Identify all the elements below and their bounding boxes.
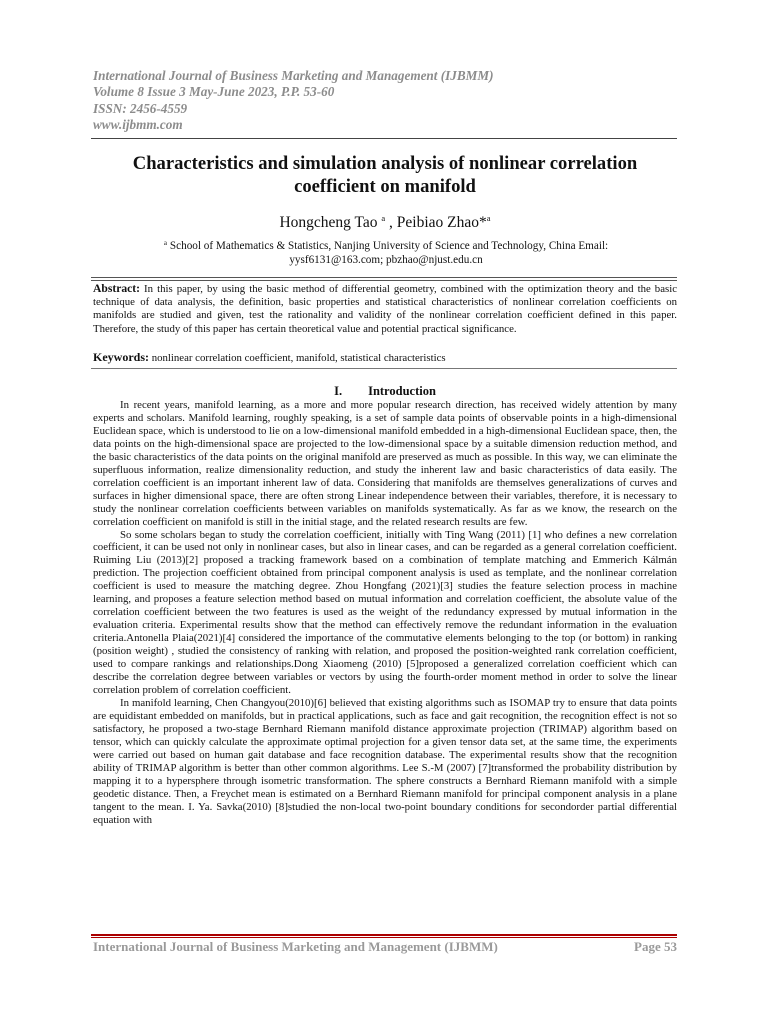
section-title: Introduction <box>368 384 436 398</box>
author-separator: , <box>385 214 397 231</box>
journal-issn: ISSN: 2456-4559 <box>93 100 188 116</box>
abstract-divider <box>91 280 677 281</box>
abstract-divider <box>91 277 677 278</box>
section-heading <box>93 384 677 399</box>
footer-divider <box>91 937 677 938</box>
author-name: Hongcheng Tao <box>279 214 378 231</box>
keywords-text: nonlinear correlation coefficient, manifold, statistical characteristics <box>151 352 446 364</box>
journal-name: International Journal of Business Marketing and Management (IJBMM) <box>93 68 494 83</box>
keywords <box>93 350 677 365</box>
keywords-label: Keywords: <box>93 350 149 364</box>
journal-website[interactable]: www.ijbmm.com <box>93 117 183 133</box>
footer-journal: International Journal of Business Marketing and Management (IJBMM) <box>93 939 498 954</box>
affiliation <box>118 236 654 267</box>
abstract <box>93 282 677 336</box>
author-name: Peibiao Zhao* <box>396 214 487 231</box>
page-footer <box>93 939 677 955</box>
abstract-text: In this paper, by using the basic method of differential geometry, combined with the optimization theory and the basic technique of data analysis, the definition, basic properties and statistical characteristics of nonlinear correlation coefficients on manifolds are studied and given, test the rationality and validity of the nonlinear correlation coefficient defined in this paper. Therefore, the study of this paper has certain theoretical value and potential practical significance. <box>93 283 677 335</box>
page-number: Page 53 <box>634 939 677 954</box>
footer-divider <box>91 934 677 936</box>
abstract-label: Abstract: <box>93 282 141 295</box>
paragraph: In recent years, manifold learning, as a more and more popular research direction, has received widely attention by many experts and scholars. Manifold learning, roughly speaking, is a set of sample data points of observable points in a high-dimensional Euclidean space, which is understood to lie on a low-dimensional manifold embedded in a high-dimensional Euclidean space, then, the data points on the high-dimensional space are projected to the low-dimensional space by a suitable dimension reduction method, and the basic characteristics of the data points on the original manifold are preserved as much as possible. In this way, we can eliminate the superfluous information, realize dimensionality reduction, and study the inherent law and basic characteristics of data easily. The correlation coefficient is an important inherent law of data. Considering that manifolds are themselves generalizations of curves and surfaces in higher dimensional space, there are often strong Linear independence between their variables, therefore, it is necessary to study the nonlinear correlation coefficients between variables on manifolds systematically. As far as we know, the research on the correlation coefficient on manifold is still in the initial stage, and the related research results are few. <box>93 399 677 528</box>
affiliation-text: School of Mathematics & Statistics, Nanjing University of Science and Technology, China Email: yysf6131@163.com; pbzhao@njust.edu.cn <box>169 240 609 267</box>
paper-title: Characteristics and simulation analysis of nonlinear correlation coefficient on manifold <box>132 153 638 197</box>
keywords-divider <box>91 368 677 369</box>
author-line <box>93 208 677 233</box>
journal-volume: Volume 8 Issue 3 May-June 2023, P.P. 53-60 <box>93 84 335 100</box>
paragraph: So some scholars began to study the correlation coefficient, initially with Ting Wang (2011) [1] who defines a new correlation coefficient, it can be used not only in nonlinear cases, but also in linear cases, and can be regarded as a general correlation coefficient. Ruiming Liu (2013)[2] proposed a tracking framework based on a combination of template matching and Emmerich Kálmán prediction. The projection coefficient obtained from principal component analysis is used as template, and the nonlinear correlation coefficient is used to measure the matching degree. Zhou Hongfang (2021)[3] studies the feature selection process in machine learning, and proposes a feature selection method based on mutual information and correlation coefficient, the absolute value of the correlation coefficient between the two features is used as the weight of the redundancy expressed by mutual information in the evaluation criteria. Experimental results show that the method can effectively remove the redundant information in the evaluation criteria.Antonella Plaia(2021)[4] considered the importance of the commutative elements belonging to the top (or bottom) in ranking (position weight) , studied the consistency of ranking with relation, and proposed the position-weighted rank correlation coefficient, used to compare rankings and relationships.Dong Xiaomeng (2010) [5]proposed a generalized correlation coefficient which can describe the correlation degree between variables or vectors by using the fourth-order moment method in order to solve the linear correlation problem of correlation coefficient. <box>93 528 677 696</box>
author-affiliation-mark: a <box>486 213 491 223</box>
section-number: I. <box>334 384 343 398</box>
journal-header <box>93 68 683 134</box>
author-affiliation-mark: a <box>381 213 386 223</box>
paragraph: In manifold learning, Chen Changyou(2010)[6] believed that existing algorithms such as ISOMAP try to ensure that data points are equidistant embedded on manifolds, but in practical applications, such as face and gait recognition, the recognition effect is not so satisfactory, he proposed a two-stage Bernhard Riemann manifold distance approximate projection (TRIMAP) algorithm based on tensor, which can quickly calculate the approximate optimal projection for a given tensor data set, at the same time, the experiments were carried out based on human gait database and face recognition database. The experimental results show that the recognition ability of TRIMAP algorithm is better than other common algorithms. Lee S.-M (2007) [7]transformed the probability distribution by mapping it to a hypersphere through isometric transformation. The sphere constructs a Bernhard Riemann manifold with a simple geodetic distance. Then, a Freychet mean is estimated on a Bernhard Riemann manifold for principal component analysis in a plane tangent to the mean. I. Ya. Savka(2010) [8]studied the non-local two-point boundary conditions for secondorder partial differential equation with <box>93 696 677 826</box>
body-text <box>93 399 677 826</box>
affiliation-mark: a <box>163 239 167 247</box>
header-divider <box>91 138 677 139</box>
